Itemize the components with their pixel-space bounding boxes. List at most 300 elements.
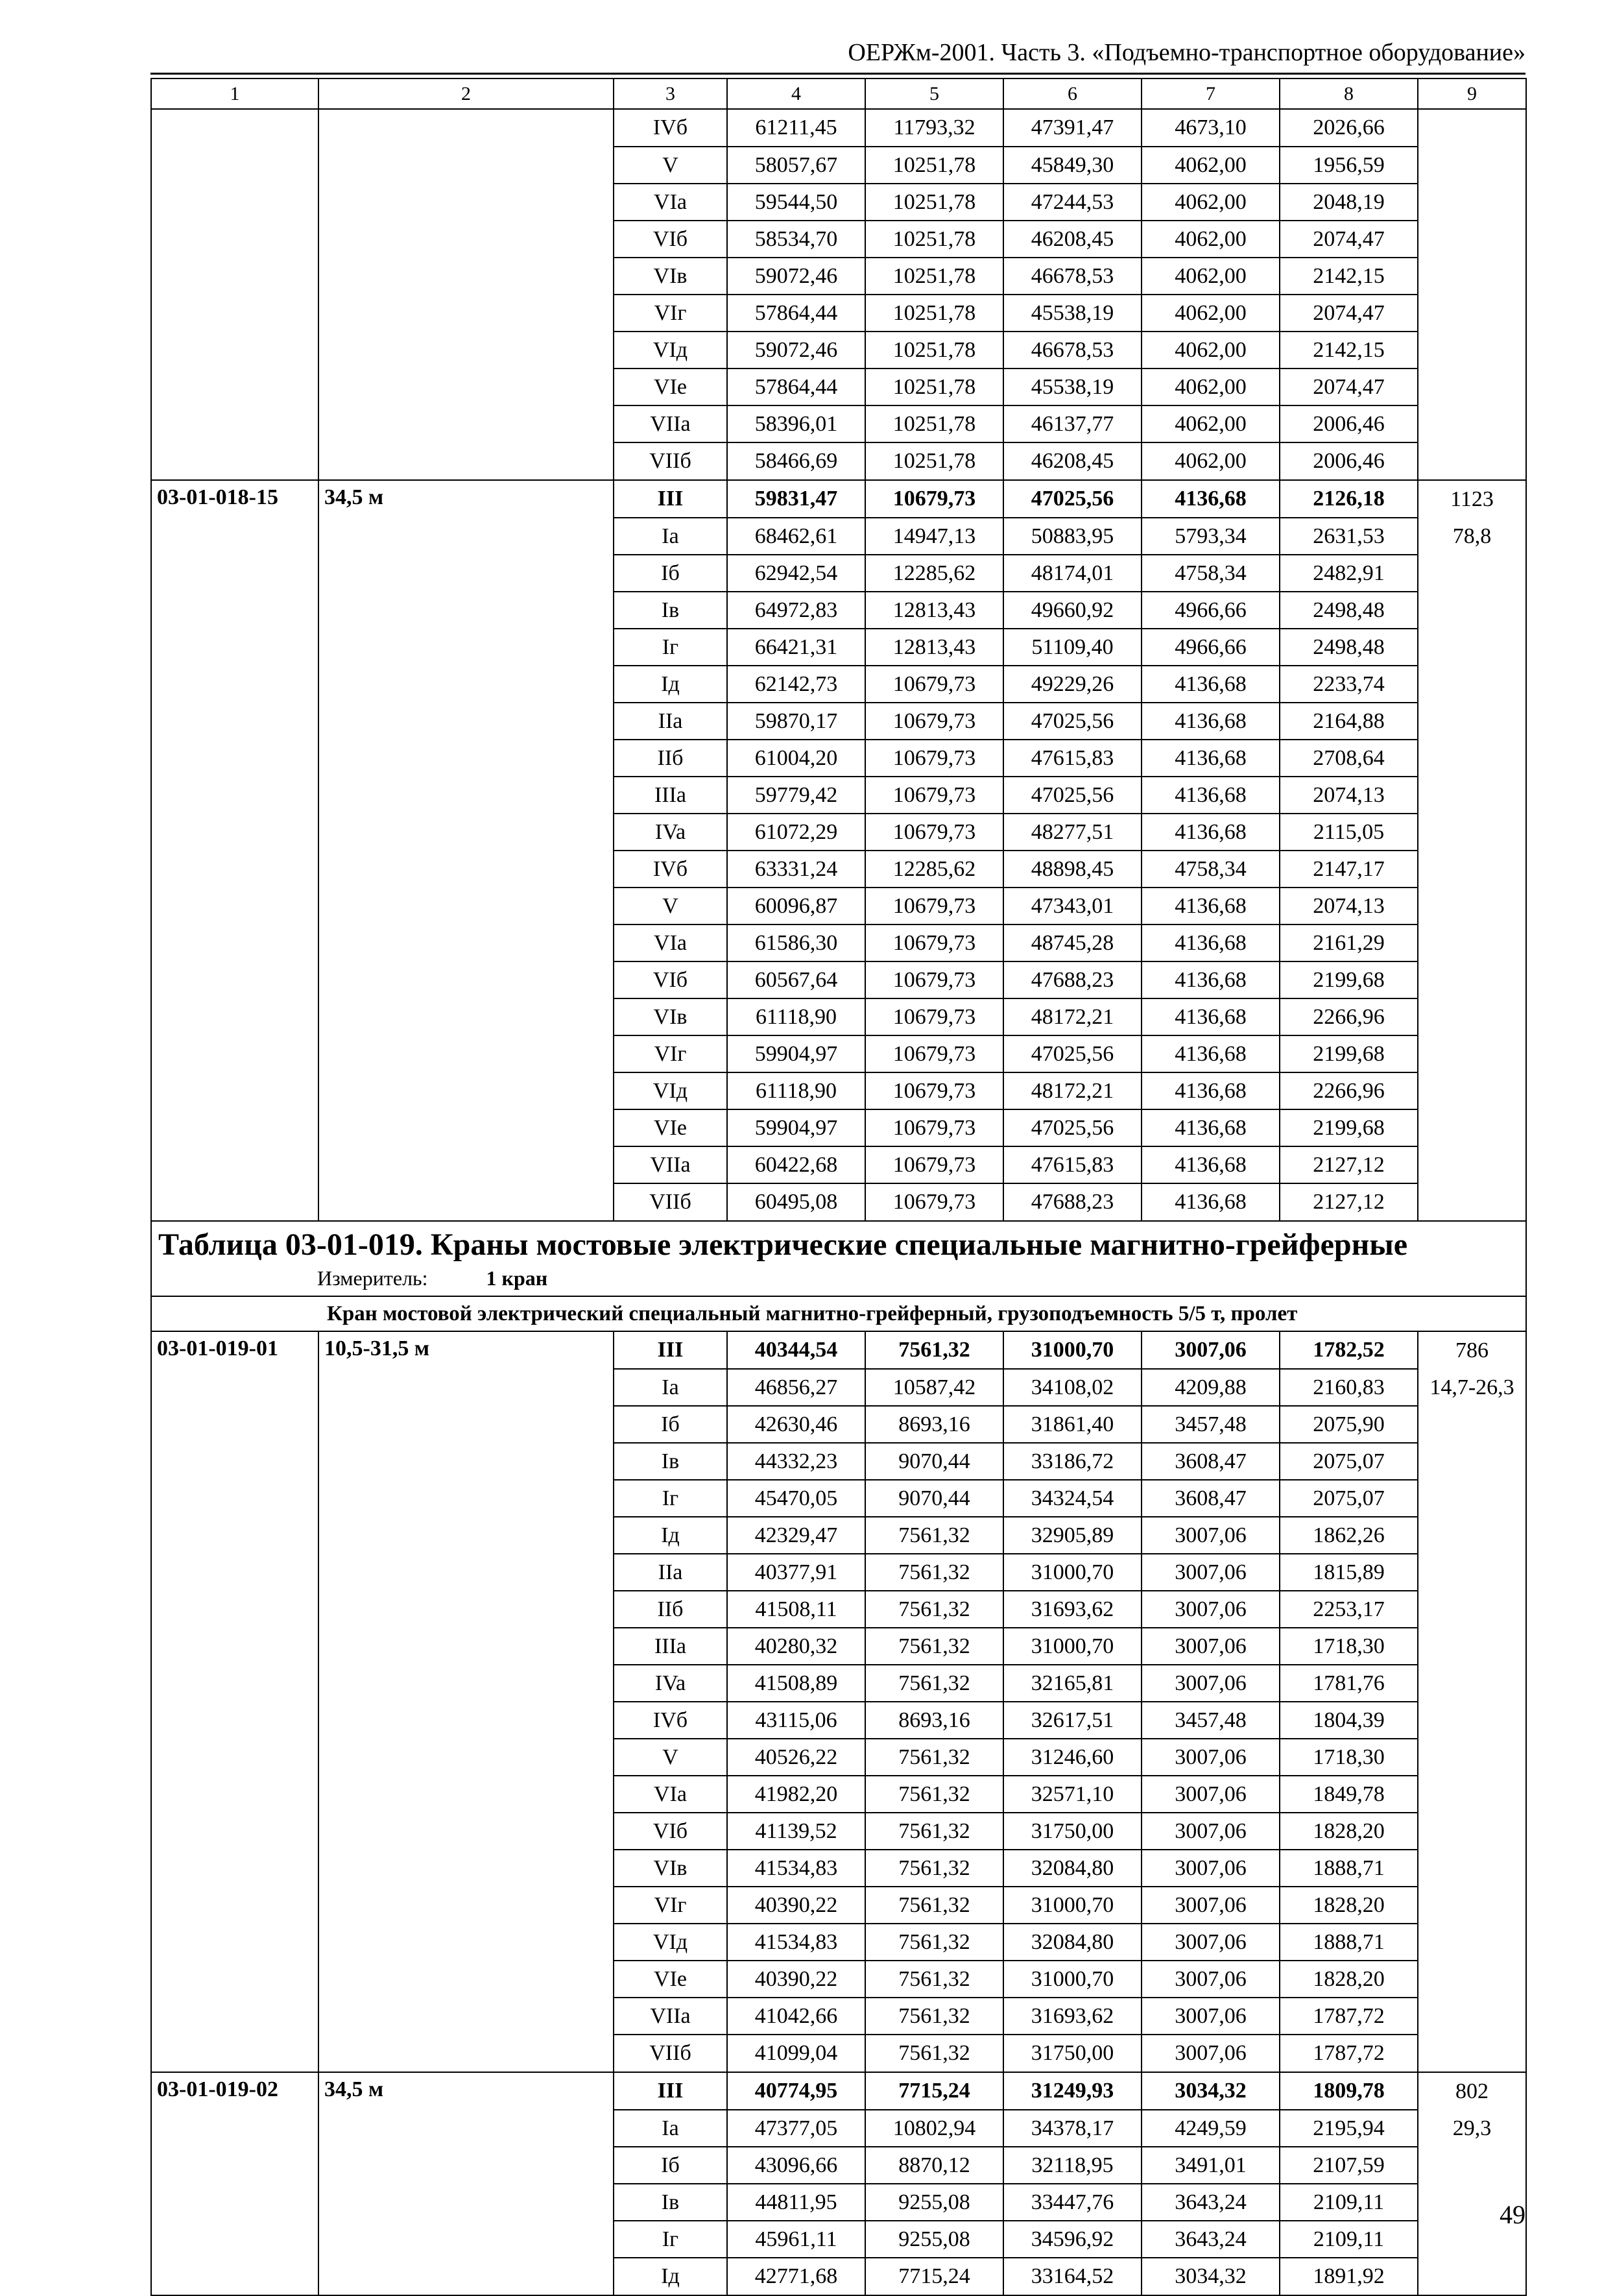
value-cell: 4966,66 bbox=[1142, 592, 1280, 629]
value-cell: 61586,30 bbox=[727, 924, 865, 961]
value-cell: 3007,06 bbox=[1142, 1554, 1280, 1591]
value-cell: 1787,72 bbox=[1280, 2035, 1418, 2072]
span-cell bbox=[318, 1850, 614, 1887]
subheader-row bbox=[151, 1296, 1526, 1331]
extra-cell bbox=[1418, 1146, 1526, 1183]
span-cell bbox=[318, 1813, 614, 1850]
extra-cell bbox=[1418, 961, 1526, 998]
value-cell: 2233,74 bbox=[1280, 666, 1418, 703]
column-number: 2 bbox=[318, 79, 614, 109]
value-cell: 4062,00 bbox=[1142, 221, 1280, 258]
span-cell bbox=[318, 2258, 614, 2295]
span-cell bbox=[318, 1146, 614, 1183]
code-cell bbox=[151, 1628, 318, 1665]
table-row bbox=[151, 1443, 1526, 1480]
extra-cell bbox=[1418, 1998, 1526, 2035]
unit-label: Измеритель: bbox=[317, 1266, 428, 1290]
value-cell: 48172,21 bbox=[1003, 1072, 1142, 1109]
table-row bbox=[151, 1406, 1526, 1443]
value-cell: 4136,68 bbox=[1142, 666, 1280, 703]
table-row bbox=[151, 851, 1526, 888]
code-cell bbox=[151, 184, 318, 221]
value-cell: 7561,32 bbox=[865, 1924, 1003, 1961]
extra-cell bbox=[1418, 924, 1526, 961]
value-cell: 2482,91 bbox=[1280, 555, 1418, 592]
zone-cell: IVa bbox=[614, 814, 727, 851]
value-cell: 1804,39 bbox=[1280, 1702, 1418, 1739]
value-cell: 62142,73 bbox=[727, 666, 865, 703]
code-cell bbox=[151, 1183, 318, 1221]
extra-cell: 14,7-26,3 bbox=[1418, 1369, 1526, 1406]
value-cell: 7561,32 bbox=[865, 1628, 1003, 1665]
extra-cell bbox=[1418, 814, 1526, 851]
table-row bbox=[151, 629, 1526, 666]
span-cell bbox=[318, 814, 614, 851]
value-cell: 31861,40 bbox=[1003, 1406, 1142, 1443]
zone-cell: VIв bbox=[614, 998, 727, 1035]
code-cell bbox=[151, 221, 318, 258]
value-cell: 42771,68 bbox=[727, 2258, 865, 2295]
table-row bbox=[151, 518, 1526, 555]
value-cell: 8693,16 bbox=[865, 1406, 1003, 1443]
extra-cell bbox=[1418, 740, 1526, 777]
zone-cell: VIд bbox=[614, 332, 727, 369]
value-cell: 2708,64 bbox=[1280, 740, 1418, 777]
value-cell: 32084,80 bbox=[1003, 1850, 1142, 1887]
value-cell: 10679,73 bbox=[865, 666, 1003, 703]
zone-cell: IVб bbox=[614, 109, 727, 147]
span-cell bbox=[318, 851, 614, 888]
extra-cell: 802 bbox=[1418, 2072, 1526, 2110]
extra-cell bbox=[1418, 666, 1526, 703]
value-cell: 40390,22 bbox=[727, 1961, 865, 1998]
value-cell: 2075,07 bbox=[1280, 1443, 1418, 1480]
value-cell: 64972,83 bbox=[727, 592, 865, 629]
value-cell: 1849,78 bbox=[1280, 1776, 1418, 1813]
value-cell: 32165,81 bbox=[1003, 1665, 1142, 1702]
extra-cell bbox=[1418, 1776, 1526, 1813]
value-cell: 50883,95 bbox=[1003, 518, 1142, 555]
extra-cell bbox=[1418, 1480, 1526, 1517]
extra-cell: 786 bbox=[1418, 1331, 1526, 1369]
value-cell: 7561,32 bbox=[865, 1739, 1003, 1776]
value-cell: 32617,51 bbox=[1003, 1702, 1142, 1739]
value-cell: 1718,30 bbox=[1280, 1628, 1418, 1665]
code-cell bbox=[151, 1813, 318, 1850]
value-cell: 31000,70 bbox=[1003, 1331, 1142, 1369]
value-cell: 2195,94 bbox=[1280, 2110, 1418, 2147]
code-cell bbox=[151, 740, 318, 777]
span-cell bbox=[318, 961, 614, 998]
code-cell bbox=[151, 888, 318, 924]
column-number: 7 bbox=[1142, 79, 1280, 109]
extra-cell: 29,3 bbox=[1418, 2110, 1526, 2147]
code-cell bbox=[151, 703, 318, 740]
extra-cell bbox=[1418, 1813, 1526, 1850]
zone-cell: Ia bbox=[614, 2110, 727, 2147]
value-cell: 3007,06 bbox=[1142, 1887, 1280, 1924]
page-number: 49 bbox=[1500, 2200, 1525, 2229]
span-cell bbox=[318, 1480, 614, 1517]
extra-cell bbox=[1418, 295, 1526, 332]
zone-cell: IIIa bbox=[614, 777, 727, 814]
table-row bbox=[151, 703, 1526, 740]
value-cell: 7561,32 bbox=[865, 1517, 1003, 1554]
span-cell bbox=[318, 2184, 614, 2221]
value-cell: 31000,70 bbox=[1003, 1628, 1142, 1665]
zone-cell: IIб bbox=[614, 740, 727, 777]
value-cell: 10679,73 bbox=[865, 480, 1003, 518]
table-row bbox=[151, 1702, 1526, 1739]
table-row bbox=[151, 888, 1526, 924]
page-header: ОЕРЖм-2001. Часть 3. «Подъемно-транспортное оборудование» bbox=[848, 39, 1525, 66]
zone-cell: Iг bbox=[614, 1480, 727, 1517]
extra-cell bbox=[1418, 998, 1526, 1035]
value-cell: 2075,07 bbox=[1280, 1480, 1418, 1517]
value-cell: 2266,96 bbox=[1280, 1072, 1418, 1109]
zone-cell: IIa bbox=[614, 1554, 727, 1591]
value-cell: 10679,73 bbox=[865, 888, 1003, 924]
value-cell: 2266,96 bbox=[1280, 998, 1418, 1035]
value-cell: 46678,53 bbox=[1003, 258, 1142, 295]
zone-cell: V bbox=[614, 1739, 727, 1776]
value-cell: 4136,68 bbox=[1142, 740, 1280, 777]
value-cell: 31246,60 bbox=[1003, 1739, 1142, 1776]
value-cell: 2109,11 bbox=[1280, 2221, 1418, 2258]
value-cell: 1862,26 bbox=[1280, 1517, 1418, 1554]
code-cell bbox=[151, 851, 318, 888]
value-cell: 10679,73 bbox=[865, 703, 1003, 740]
span-cell bbox=[318, 369, 614, 405]
table-row bbox=[151, 1665, 1526, 1702]
value-cell: 4136,68 bbox=[1142, 1183, 1280, 1221]
block-03-01-018-15 bbox=[151, 480, 1526, 1221]
extra-cell bbox=[1418, 1591, 1526, 1628]
span-cell: 34,5 м bbox=[318, 480, 614, 518]
value-cell: 8870,12 bbox=[865, 2147, 1003, 2184]
value-cell: 48277,51 bbox=[1003, 814, 1142, 851]
span-cell bbox=[318, 1443, 614, 1480]
value-cell: 51109,40 bbox=[1003, 629, 1142, 666]
value-cell: 1782,52 bbox=[1280, 1331, 1418, 1369]
value-cell: 41139,52 bbox=[727, 1813, 865, 1850]
value-cell: 10679,73 bbox=[865, 1072, 1003, 1109]
value-cell: 32084,80 bbox=[1003, 1924, 1142, 1961]
table-row bbox=[151, 777, 1526, 814]
value-cell: 47025,56 bbox=[1003, 703, 1142, 740]
value-cell: 2199,68 bbox=[1280, 1035, 1418, 1072]
value-cell: 4062,00 bbox=[1142, 147, 1280, 184]
code-cell bbox=[151, 666, 318, 703]
table-row bbox=[151, 369, 1526, 405]
zone-cell: VIa bbox=[614, 184, 727, 221]
value-cell: 59072,46 bbox=[727, 332, 865, 369]
zone-cell: IVб bbox=[614, 1702, 727, 1739]
extra-cell bbox=[1418, 1887, 1526, 1924]
code-cell bbox=[151, 2035, 318, 2072]
value-cell: 31750,00 bbox=[1003, 2035, 1142, 2072]
extra-cell bbox=[1418, 1109, 1526, 1146]
table-row bbox=[151, 961, 1526, 998]
value-cell: 10251,78 bbox=[865, 442, 1003, 480]
value-cell: 2074,47 bbox=[1280, 221, 1418, 258]
zone-cell: Iб bbox=[614, 555, 727, 592]
span-cell bbox=[318, 1628, 614, 1665]
value-cell: 1891,92 bbox=[1280, 2258, 1418, 2295]
extra-cell bbox=[1418, 147, 1526, 184]
value-cell: 47391,47 bbox=[1003, 109, 1142, 147]
value-cell: 10251,78 bbox=[865, 221, 1003, 258]
value-cell: 1815,89 bbox=[1280, 1554, 1418, 1591]
zone-cell: Iд bbox=[614, 666, 727, 703]
value-cell: 3643,24 bbox=[1142, 2184, 1280, 2221]
unit-line bbox=[158, 1264, 1519, 1292]
value-cell: 45538,19 bbox=[1003, 369, 1142, 405]
span-cell bbox=[318, 442, 614, 480]
value-cell: 2127,12 bbox=[1280, 1183, 1418, 1221]
code-cell bbox=[151, 405, 318, 442]
value-cell: 41508,89 bbox=[727, 1665, 865, 1702]
value-cell: 3007,06 bbox=[1142, 1591, 1280, 1628]
value-cell: 1828,20 bbox=[1280, 1887, 1418, 1924]
value-cell: 12813,43 bbox=[865, 629, 1003, 666]
value-cell: 32905,89 bbox=[1003, 1517, 1142, 1554]
code-cell bbox=[151, 518, 318, 555]
span-cell bbox=[318, 924, 614, 961]
zone-cell: IVa bbox=[614, 1665, 727, 1702]
code-cell bbox=[151, 1998, 318, 2035]
column-number: 9 bbox=[1418, 79, 1526, 109]
value-cell: 45961,11 bbox=[727, 2221, 865, 2258]
value-cell: 3007,06 bbox=[1142, 1517, 1280, 1554]
code-cell bbox=[151, 814, 318, 851]
table-row bbox=[151, 1517, 1526, 1554]
zone-cell: VIг bbox=[614, 1035, 727, 1072]
zone-cell: Iб bbox=[614, 2147, 727, 2184]
value-cell: 3007,06 bbox=[1142, 1628, 1280, 1665]
table-title-row bbox=[151, 1221, 1526, 1296]
value-cell: 3007,06 bbox=[1142, 1331, 1280, 1369]
zone-cell: VIe bbox=[614, 1961, 727, 1998]
span-cell bbox=[318, 1183, 614, 1221]
value-cell: 31000,70 bbox=[1003, 1887, 1142, 1924]
zone-cell: VIe bbox=[614, 1109, 727, 1146]
extra-cell bbox=[1418, 184, 1526, 221]
zone-cell: VIд bbox=[614, 1072, 727, 1109]
value-cell: 34596,92 bbox=[1003, 2221, 1142, 2258]
value-cell: 61004,20 bbox=[727, 740, 865, 777]
span-cell bbox=[318, 295, 614, 332]
subheader: Кран мостовой электрический специальный магнитно-грейферный, грузоподъемность 5/5 т, пролет bbox=[151, 1296, 1526, 1331]
value-cell: 1888,71 bbox=[1280, 1850, 1418, 1887]
value-cell: 40377,91 bbox=[727, 1554, 865, 1591]
table-title: Таблица 03-01-019. Краны мостовые электрические специальные магнитно-грейферные bbox=[158, 1227, 1407, 1262]
value-cell: 5793,34 bbox=[1142, 518, 1280, 555]
value-cell: 3007,06 bbox=[1142, 1813, 1280, 1850]
block-03-01-019-02 bbox=[151, 2072, 1526, 2295]
span-cell bbox=[318, 592, 614, 629]
table-row bbox=[151, 295, 1526, 332]
value-cell: 47025,56 bbox=[1003, 1035, 1142, 1072]
value-cell: 1809,78 bbox=[1280, 2072, 1418, 2110]
table-row bbox=[151, 592, 1526, 629]
zone-cell: VIб bbox=[614, 961, 727, 998]
table-row bbox=[151, 442, 1526, 480]
table-row bbox=[151, 405, 1526, 442]
value-cell: 40390,22 bbox=[727, 1887, 865, 1924]
extra-cell bbox=[1418, 1961, 1526, 1998]
span-cell bbox=[318, 777, 614, 814]
value-cell: 7561,32 bbox=[865, 1813, 1003, 1850]
zone-cell: Iг bbox=[614, 629, 727, 666]
value-cell: 3034,32 bbox=[1142, 2072, 1280, 2110]
value-cell: 12813,43 bbox=[865, 592, 1003, 629]
zone-cell: VIIб bbox=[614, 2035, 727, 2072]
value-cell: 45849,30 bbox=[1003, 147, 1142, 184]
value-cell: 4062,00 bbox=[1142, 442, 1280, 480]
code-cell bbox=[151, 1739, 318, 1776]
value-cell: 4062,00 bbox=[1142, 405, 1280, 442]
value-cell: 10679,73 bbox=[865, 1035, 1003, 1072]
span-cell bbox=[318, 221, 614, 258]
zone-cell: IIa bbox=[614, 703, 727, 740]
span-cell bbox=[318, 1961, 614, 1998]
zone-cell: VIд bbox=[614, 1924, 727, 1961]
value-cell: 47025,56 bbox=[1003, 480, 1142, 518]
extra-cell bbox=[1418, 555, 1526, 592]
code-cell bbox=[151, 961, 318, 998]
span-cell bbox=[318, 258, 614, 295]
table-row bbox=[151, 2035, 1526, 2072]
value-cell: 47615,83 bbox=[1003, 1146, 1142, 1183]
value-cell: 58534,70 bbox=[727, 221, 865, 258]
code-cell bbox=[151, 2184, 318, 2221]
value-cell: 2498,48 bbox=[1280, 592, 1418, 629]
span-cell bbox=[318, 629, 614, 666]
zone-cell: IIб bbox=[614, 1591, 727, 1628]
column-number: 6 bbox=[1003, 79, 1142, 109]
code-cell bbox=[151, 1924, 318, 1961]
value-cell: 3007,06 bbox=[1142, 1850, 1280, 1887]
value-cell: 41534,83 bbox=[727, 1924, 865, 1961]
value-cell: 2127,12 bbox=[1280, 1146, 1418, 1183]
value-cell: 41982,20 bbox=[727, 1776, 865, 1813]
table-row bbox=[151, 332, 1526, 369]
value-cell: 10587,42 bbox=[865, 1369, 1003, 1406]
zone-cell: Iв bbox=[614, 1443, 727, 1480]
code-cell bbox=[151, 109, 318, 147]
block-03-01-019-01 bbox=[151, 1331, 1526, 2072]
table-row bbox=[151, 924, 1526, 961]
span-cell bbox=[318, 2110, 614, 2147]
value-cell: 9255,08 bbox=[865, 2184, 1003, 2221]
value-cell: 68462,61 bbox=[727, 518, 865, 555]
header-rule bbox=[150, 73, 1525, 75]
value-cell: 59870,17 bbox=[727, 703, 865, 740]
span-cell bbox=[318, 1591, 614, 1628]
column-number: 3 bbox=[614, 79, 727, 109]
value-cell: 42630,46 bbox=[727, 1406, 865, 1443]
table-row bbox=[151, 2072, 1526, 2110]
value-cell: 34108,02 bbox=[1003, 1369, 1142, 1406]
value-cell: 10251,78 bbox=[865, 184, 1003, 221]
value-cell: 2074,47 bbox=[1280, 295, 1418, 332]
value-cell: 3007,06 bbox=[1142, 2035, 1280, 2072]
value-cell: 40774,95 bbox=[727, 2072, 865, 2110]
value-cell: 33186,72 bbox=[1003, 1443, 1142, 1480]
table-row bbox=[151, 1331, 1526, 1369]
table-row bbox=[151, 2221, 1526, 2258]
value-cell: 2006,46 bbox=[1280, 405, 1418, 442]
zone-cell: VIIб bbox=[614, 442, 727, 480]
zone-cell: VIб bbox=[614, 1813, 727, 1850]
code-cell: 03-01-018-15 bbox=[151, 480, 318, 518]
value-cell: 4136,68 bbox=[1142, 1035, 1280, 1072]
value-cell: 9070,44 bbox=[865, 1443, 1003, 1480]
value-cell: 10251,78 bbox=[865, 295, 1003, 332]
span-cell bbox=[318, 332, 614, 369]
extra-cell bbox=[1418, 442, 1526, 480]
value-cell: 61211,45 bbox=[727, 109, 865, 147]
value-cell: 3643,24 bbox=[1142, 2221, 1280, 2258]
zone-cell: V bbox=[614, 888, 727, 924]
value-cell: 2026,66 bbox=[1280, 109, 1418, 147]
value-cell: 59831,47 bbox=[727, 480, 865, 518]
value-cell: 7561,32 bbox=[865, 1850, 1003, 1887]
code-cell bbox=[151, 2147, 318, 2184]
zone-cell: III bbox=[614, 480, 727, 518]
value-cell: 2006,46 bbox=[1280, 442, 1418, 480]
value-cell: 9070,44 bbox=[865, 1480, 1003, 1517]
extra-cell bbox=[1418, 1554, 1526, 1591]
span-cell bbox=[318, 1072, 614, 1109]
extra-cell bbox=[1418, 629, 1526, 666]
value-cell: 60096,87 bbox=[727, 888, 865, 924]
value-cell: 48172,21 bbox=[1003, 998, 1142, 1035]
value-cell: 33447,76 bbox=[1003, 2184, 1142, 2221]
value-cell: 61118,90 bbox=[727, 998, 865, 1035]
span-cell bbox=[318, 1554, 614, 1591]
value-cell: 1787,72 bbox=[1280, 1998, 1418, 2035]
value-cell: 10251,78 bbox=[865, 147, 1003, 184]
span-cell bbox=[318, 666, 614, 703]
value-cell: 47688,23 bbox=[1003, 1183, 1142, 1221]
value-cell: 2147,17 bbox=[1280, 851, 1418, 888]
extra-cell bbox=[1418, 2147, 1526, 2184]
value-cell: 3457,48 bbox=[1142, 1406, 1280, 1443]
value-cell: 1956,59 bbox=[1280, 147, 1418, 184]
value-cell: 48174,01 bbox=[1003, 555, 1142, 592]
value-cell: 46678,53 bbox=[1003, 332, 1142, 369]
value-cell: 31750,00 bbox=[1003, 1813, 1142, 1850]
code-cell bbox=[151, 1146, 318, 1183]
value-cell: 2253,17 bbox=[1280, 1591, 1418, 1628]
extra-cell bbox=[1418, 221, 1526, 258]
span-cell bbox=[318, 2147, 614, 2184]
code-cell bbox=[151, 1961, 318, 1998]
zone-cell: VIa bbox=[614, 1776, 727, 1813]
table-row bbox=[151, 480, 1526, 518]
zone-cell: VIIб bbox=[614, 1183, 727, 1221]
value-cell: 2160,83 bbox=[1280, 1369, 1418, 1406]
value-cell: 2109,11 bbox=[1280, 2184, 1418, 2221]
code-cell bbox=[151, 924, 318, 961]
zone-cell: III bbox=[614, 1331, 727, 1369]
value-cell: 7561,32 bbox=[865, 2035, 1003, 2072]
value-cell: 60422,68 bbox=[727, 1146, 865, 1183]
zone-cell: Iг bbox=[614, 2221, 727, 2258]
span-cell bbox=[318, 2221, 614, 2258]
